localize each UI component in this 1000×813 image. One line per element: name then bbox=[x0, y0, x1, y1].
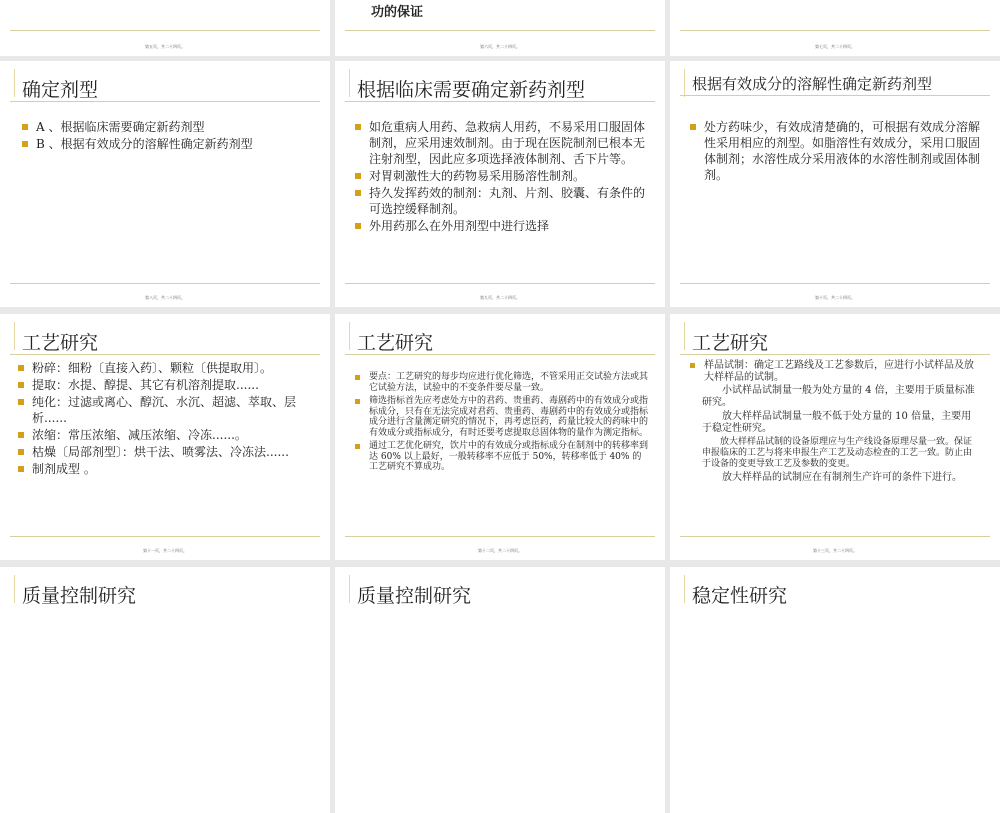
list-item: 功的保证 bbox=[371, 5, 424, 20]
list-item: 处方药味少，有效成清楚确的，可根据有效成分溶解性采用相应的剂型。如脂溶性有效成分，采用口服固体制剂；水溶性成分采用液体的水溶性制剂或固体制剂。 bbox=[690, 119, 990, 183]
list-item: 浓缩：常压浓缩、减压浓缩、冷冻......。 bbox=[18, 427, 318, 443]
slide-quality-control-1 bbox=[0, 567, 330, 813]
slide-title: 工艺研究 bbox=[357, 332, 434, 354]
bullet-icon bbox=[355, 173, 361, 179]
slide-stability bbox=[670, 567, 1000, 813]
bullet-icon bbox=[690, 363, 695, 368]
bullet-icon bbox=[22, 141, 28, 147]
slide-top-middle bbox=[335, 0, 665, 56]
list-item: 样品试制：确定工艺路线及工艺参数后，应进行小试样品及放大样样品的试制。 bbox=[690, 360, 980, 384]
bullet-icon bbox=[18, 365, 24, 371]
slide-title: 工艺研究 bbox=[22, 332, 99, 354]
slide-title: 确定剂型 bbox=[22, 79, 99, 101]
list-item: 筛选指标首先应考虑处方中的君药、贵重药、毒剧药中的有效成分或指标成分，只有在无法完成对君药、贵重药、毒剧药中的有效成分或指标成分进行含量测定研究的情况下，再考虑臣药，药量比较大的药味中的有效成分或指标成分，有时还要考虑提取总固体物的量作为测定指标。 bbox=[355, 396, 650, 438]
slide-title: 根据有效成分的溶解性确定新药剂型 bbox=[692, 75, 933, 93]
bullet-icon bbox=[355, 124, 361, 130]
list-item: B 、根据有效成分的溶解性确定新药剂型 bbox=[22, 136, 322, 152]
list-item: 通过工艺优化研究，饮片中的有效成分或指标成分在制剂中的转移率到达 60% 以上最好，一般转移率不应低于 50%，转移率低于 40% 的工艺研究不算成功。 bbox=[355, 441, 650, 473]
bullet-icon bbox=[355, 375, 360, 380]
slide-footer: 第七页，共二十四页。 bbox=[815, 44, 855, 49]
slide-title: 稳定性研究 bbox=[692, 585, 788, 607]
slide-footer: 第九页，共二十四页。 bbox=[480, 295, 520, 300]
slide-footer: 第八页，共二十四页。 bbox=[145, 295, 185, 300]
paragraph: 放大样样品试制量一般不低于处方量的 10 倍量，主要用于稳定性研究。 bbox=[702, 411, 972, 434]
slide-footer: 第十一页，共二十四页。 bbox=[143, 548, 187, 553]
paragraph: 放大样样品的试制应在有制剂生产许可的条件下进行。 bbox=[722, 472, 962, 483]
bullet-icon bbox=[18, 399, 24, 405]
list-item: 提取：水提、醇提、其它有机溶剂提取...... bbox=[18, 377, 318, 393]
slide-footer: 第六页，共二十四页。 bbox=[480, 44, 520, 49]
slide-quality-control-2 bbox=[335, 567, 665, 813]
slide-footer: 第十三页，共二十四页。 bbox=[813, 548, 857, 553]
bullet-icon bbox=[18, 382, 24, 388]
slide-process-research-1 bbox=[0, 314, 330, 560]
slide-footer: 第十二页，共二十四页。 bbox=[478, 548, 522, 553]
slide-top-right bbox=[670, 0, 1000, 56]
slide-title: 质量控制研究 bbox=[22, 585, 137, 607]
bullet-icon bbox=[355, 399, 360, 404]
bullet-icon bbox=[18, 432, 24, 438]
list-item: 粉碎：细粉〔直接入药〕、颗粒〔供提取用〕。 bbox=[18, 360, 318, 376]
bullet-icon bbox=[690, 124, 696, 130]
bullet-icon bbox=[355, 223, 361, 229]
slide-footer: 第五页，共二十四页。 bbox=[145, 44, 185, 49]
slide-title: 工艺研究 bbox=[692, 332, 769, 354]
slide-title: 质量控制研究 bbox=[357, 585, 472, 607]
paragraph: 小试样品试制量一般为处方量的 4 倍，主要用于质量标准研究。 bbox=[702, 385, 975, 408]
list-item: A 、根据临床需要确定新药剂型 bbox=[22, 119, 322, 135]
bullet-icon bbox=[18, 449, 24, 455]
slide-determine-dosage-form bbox=[0, 61, 330, 307]
slide-top-left bbox=[0, 0, 330, 56]
bullet-icon bbox=[355, 444, 360, 449]
list-item: 枯燥〔局部剂型〕：烘干法、喷雾法、冷冻法...... bbox=[18, 444, 318, 460]
list-item: 持久发挥药效的制剂：丸剂、片剂、胶囊、有条件的可选控缓释制剂。 bbox=[355, 185, 645, 217]
slide-process-research-2 bbox=[335, 314, 665, 560]
list-item: 外用药那么在外用剂型中进行选择 bbox=[355, 218, 645, 234]
list-item: 如危重病人用药、急救病人用药，不易采用口服固体制剂，应采用速效制剂。由于现在医院制剂已根本无注射剂型，因此应多项选择液体制剂、舌下片等。 bbox=[355, 119, 645, 167]
slide-title: 根据临床需要确定新药剂型 bbox=[357, 79, 586, 101]
slide-clinical-need bbox=[335, 61, 665, 307]
list-item: 纯化：过滤或离心、醇沉、水沉、超滤、萃取、层析...... bbox=[18, 394, 318, 426]
bullet-icon bbox=[18, 466, 24, 472]
slide-process-research-3 bbox=[670, 314, 1000, 560]
bullet-icon bbox=[22, 124, 28, 130]
list-item: 要点：工艺研究的每步均应进行优化筛选，不管采用正交试验方法或其它试验方法，试验中的不变条件要尽量一致。 bbox=[355, 372, 650, 393]
slide-solubility bbox=[670, 61, 1000, 307]
list-item: 对胃刺激性大的药物易采用肠溶性制剂。 bbox=[355, 168, 645, 184]
paragraph: 放大样样品试制的设备原理应与生产线设备原理尽量一致。保证申报临床的工艺与将来申报生产工艺及动态检查的工艺一致。防止由于设备的变更导致工艺及参数的变更。 bbox=[702, 437, 973, 469]
list-item: 制剂成型 。 bbox=[18, 461, 318, 477]
slide-footer: 第十页，共二十四页。 bbox=[815, 295, 855, 300]
bullet-icon bbox=[355, 190, 361, 196]
